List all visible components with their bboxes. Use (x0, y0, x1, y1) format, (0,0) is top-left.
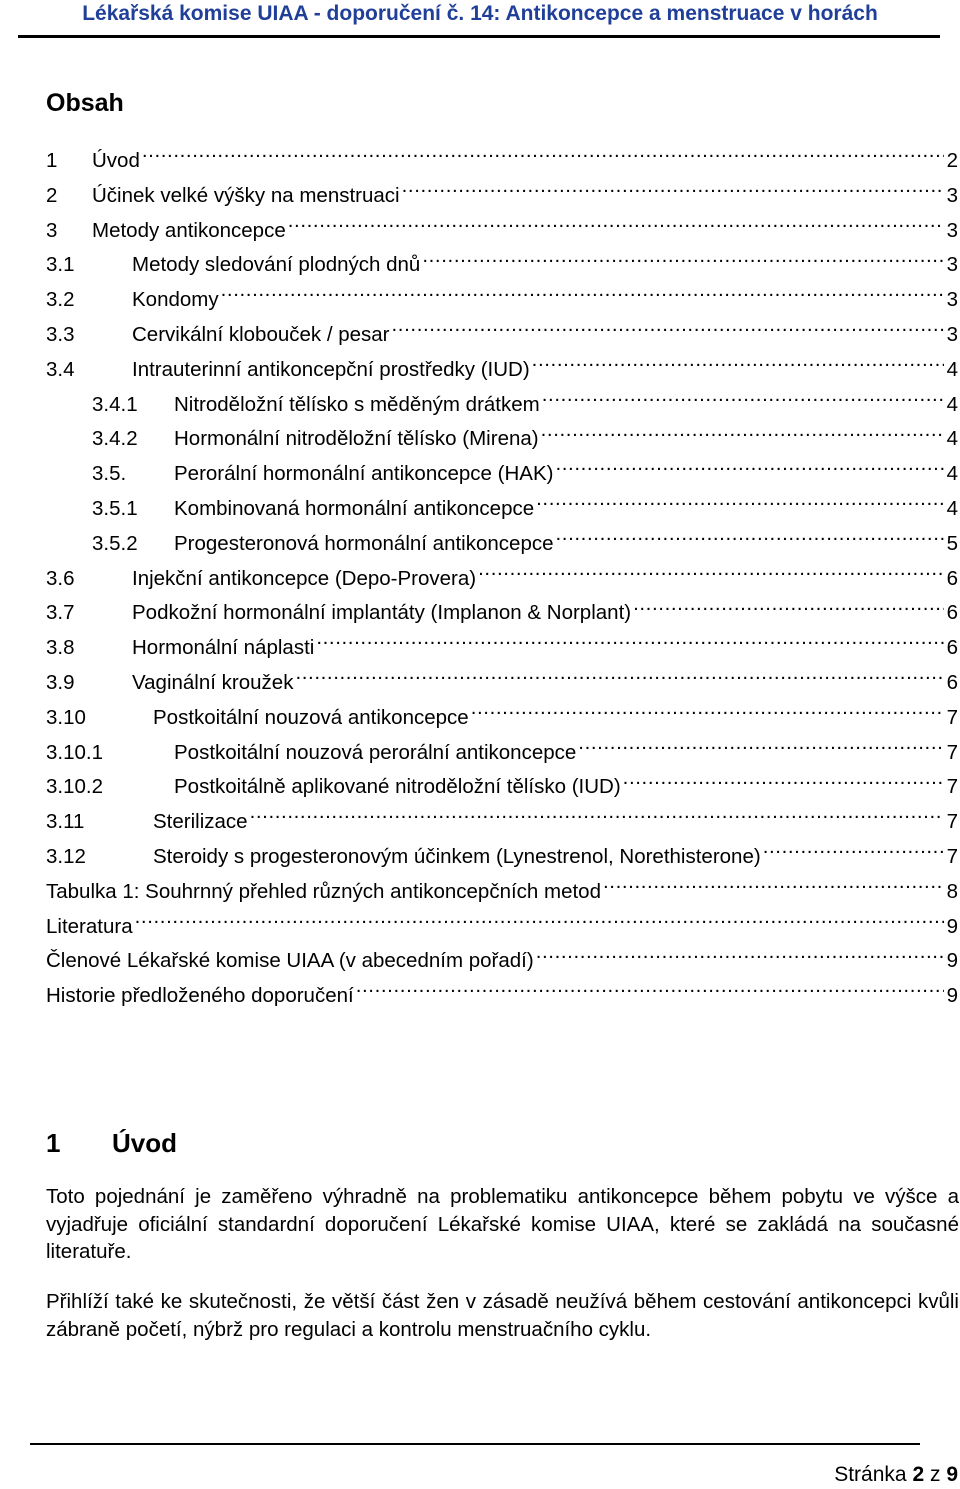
section-heading (46, 1125, 177, 1161)
toc-entry-number: 1 (46, 149, 58, 172)
toc-entry-number: 3.2 (46, 288, 75, 312)
toc-entry-page: 6 (946, 636, 958, 660)
toc-entry[interactable] (46, 527, 958, 562)
toc-entry-page: 3 (946, 322, 958, 346)
toc-dot-leader (536, 495, 944, 515)
toc-dot-leader (623, 773, 944, 793)
toc-entry-page: 2 (946, 149, 958, 172)
toc-entry-page: 8 (946, 879, 958, 903)
toc-entry-page: 6 (946, 566, 958, 590)
toc-entry[interactable] (46, 248, 958, 283)
table-of-contents (46, 144, 958, 1014)
toc-entry-page: 3 (946, 288, 958, 312)
toc-entry-number: 2 (46, 183, 58, 207)
toc-entry-number: 3.1 (46, 253, 75, 277)
toc-dot-leader (542, 391, 944, 411)
toc-entry-page: 7 (946, 705, 958, 729)
toc-entry[interactable] (46, 840, 958, 875)
toc-entry-title: Účinek velké výšky na menstruaci (92, 183, 400, 207)
toc-entry-page: 3 (946, 253, 958, 277)
toc-entry-title: Metody antikoncepce (92, 218, 286, 242)
toc-entry-title: Sterilizace (153, 810, 248, 834)
toc-entry-page: 4 (946, 427, 958, 451)
toc-dot-leader (392, 321, 944, 341)
toc-entry-number: 3.10.1 (46, 740, 103, 764)
paragraph: Přihlíží také ke skutečnosti, že větší část žen v zásadě neužívá během cestování antikoncepci kvůli zábraně početí, nýbrž pro regulaci a kontrolu menstruačního cyklu. (46, 1290, 959, 1341)
toc-entry[interactable] (46, 910, 958, 945)
toc-entry-number: 3.11 (46, 810, 85, 834)
toc-entry-title: Metody sledování plodných dnů (132, 253, 421, 277)
current-page-number: 2 (912, 1463, 925, 1486)
toc-entry-page: 3 (946, 183, 958, 207)
toc-dot-leader (356, 982, 944, 1002)
toc-entry[interactable] (46, 144, 958, 179)
toc-entry-title: Nitroděložní tělísko s měděným drátkem (174, 392, 540, 416)
toc-entry-title: Kombinovaná hormonální antikoncepce (174, 496, 535, 520)
toc-entry-title: Literatura (46, 914, 133, 938)
toc-entry-page: 6 (946, 670, 958, 694)
toc-entry-number: 3.8 (46, 636, 75, 660)
toc-entry-page: 9 (946, 949, 958, 973)
toc-entry-page: 3 (946, 218, 958, 242)
toc-entry[interactable] (46, 770, 958, 805)
toc-entry[interactable] (46, 388, 958, 423)
toc-entry-title: Progesteronová hormonální antikoncepce (174, 531, 554, 555)
toc-dot-leader (142, 147, 944, 167)
toc-entry[interactable] (46, 875, 958, 910)
toc-entry[interactable] (46, 318, 958, 353)
toc-entry[interactable] (46, 596, 958, 631)
toc-dot-leader (471, 704, 944, 724)
toc-entry[interactable] (46, 979, 958, 1014)
toc-dot-leader (578, 739, 944, 759)
toc-entry-title: Vaginální kroužek (132, 670, 294, 694)
toc-dot-leader (555, 460, 944, 480)
toc-dot-leader (541, 425, 944, 445)
page-label: Stránka (834, 1463, 907, 1486)
toc-entry-number: 3 (46, 218, 58, 242)
toc-title: Obsah (46, 89, 124, 117)
toc-entry-number: 3.7 (46, 601, 75, 625)
toc-entry-page: 7 (946, 844, 958, 868)
toc-entry-title: Steroidy s progesteronovým účinkem (Lynestrenol, Norethisterone) (153, 844, 761, 868)
toc-entry-title: Tabulka 1: Souhrnný přehled různých antikoncepčních metod (46, 879, 601, 903)
toc-entry-title: Členové Lékařské komise UIAA (v abecedním pořadí) (46, 949, 534, 973)
toc-dot-leader (422, 251, 944, 271)
toc-entry[interactable] (46, 944, 958, 979)
toc-dot-leader (478, 565, 944, 585)
toc-entry-number: 3.3 (46, 322, 75, 346)
toc-dot-leader (250, 808, 944, 828)
toc-entry-number: 3.12 (46, 844, 86, 868)
toc-entry-title: Perorální hormonální antikoncepce (HAK) (174, 462, 554, 486)
toc-entry-title: Úvod (92, 149, 140, 172)
toc-entry[interactable] (46, 283, 958, 318)
page-separator: z (929, 1463, 941, 1486)
page-header (0, 0, 960, 40)
toc-entry-page: 7 (946, 810, 958, 834)
toc-dot-leader (536, 947, 944, 967)
toc-entry-title: Podkožní hormonální implantáty (Implanon & Norplant) (132, 601, 632, 625)
toc-entry-number: 3.10.2 (46, 775, 103, 799)
toc-entry-title: Historie předloženého doporučení (46, 984, 354, 1008)
toc-dot-leader (295, 669, 944, 689)
toc-entry[interactable] (46, 562, 958, 597)
toc-entry[interactable] (46, 492, 958, 527)
header-divider (18, 35, 940, 38)
toc-entry-page: 4 (946, 496, 958, 520)
toc-entry-title: Injekční antikoncepce (Depo-Provera) (132, 566, 477, 590)
footer-divider (30, 1443, 920, 1445)
paragraph: Toto pojednání je zaměřeno výhradně na problematiku antikoncepce během pobytu ve výšce a vyjadřuje oficiální standardní doporučení Lékařské komise UIAA, které se zakládá na současné literatuře. (46, 1185, 959, 1263)
toc-entry-number: 3.4 (46, 357, 75, 381)
toc-entry-number: 3.4.1 (92, 392, 138, 416)
toc-entry-page: 6 (946, 601, 958, 625)
toc-entry-number: 3.5.2 (92, 531, 138, 555)
toc-entry[interactable] (46, 631, 958, 666)
toc-entry-page: 4 (946, 462, 958, 486)
toc-entry-number: 3.9 (46, 670, 75, 694)
toc-entry-page: 9 (946, 984, 958, 1008)
toc-entry[interactable] (46, 457, 958, 492)
toc-entry-number: 3.5. (92, 462, 127, 486)
toc-entry[interactable] (46, 666, 958, 701)
toc-entry[interactable] (46, 422, 958, 457)
toc-dot-leader (633, 599, 944, 619)
toc-entry-title: Cervikální klobouček / pesar (132, 322, 390, 346)
toc-entry-page: 5 (946, 531, 958, 555)
toc-dot-leader (556, 530, 945, 550)
section-title: Úvod (112, 1128, 177, 1158)
toc-entry-title: Kondomy (132, 288, 219, 312)
toc-entry-number: 3.10 (46, 705, 86, 729)
toc-entry[interactable] (46, 179, 958, 214)
toc-dot-leader (288, 217, 944, 237)
toc-entry[interactable] (46, 805, 958, 840)
toc-entry-page: 9 (946, 914, 958, 938)
page-footer (834, 1461, 958, 1489)
toc-entry-title: Hormonální nitroděložní tělísko (Mirena) (174, 427, 539, 451)
toc-entry-page: 4 (946, 357, 958, 381)
toc-entry-page: 4 (946, 392, 958, 416)
toc-entry[interactable] (46, 214, 958, 249)
toc-entry-title: Postkoitální nouzová perorální antikoncepce (174, 740, 577, 764)
toc-dot-leader (532, 356, 944, 376)
toc-entry-number: 3.5.1 (92, 496, 138, 520)
toc-dot-leader (221, 286, 944, 306)
toc-entry-title: Intrauterinní antikoncepční prostředky (IUD) (132, 357, 530, 381)
toc-entry-title: Postkoitální nouzová antikoncepce (153, 705, 469, 729)
toc-entry[interactable] (46, 736, 958, 771)
toc-dot-leader (316, 634, 944, 654)
toc-entry-title: Postkoitálně aplikované nitroděložní tělísko (IUD) (174, 775, 621, 799)
toc-entry-page: 7 (946, 740, 958, 764)
toc-entry-number: 3.4.2 (92, 427, 138, 451)
total-page-count: 9 (946, 1463, 958, 1486)
document-title: Lékařská komise UIAA - doporučení č. 14: Antikoncepce a menstruace v horách (82, 2, 878, 25)
toc-dot-leader (763, 843, 944, 863)
toc-entry-number: 3.6 (46, 566, 75, 590)
toc-entry-title: Hormonální náplasti (132, 636, 315, 660)
toc-dot-leader (603, 878, 944, 898)
toc-dot-leader (402, 182, 944, 202)
toc-entry[interactable] (46, 701, 958, 736)
toc-entry-page: 7 (946, 775, 958, 799)
toc-dot-leader (135, 913, 944, 933)
toc-entry[interactable] (46, 353, 958, 388)
section-number: 1 (46, 1128, 61, 1158)
